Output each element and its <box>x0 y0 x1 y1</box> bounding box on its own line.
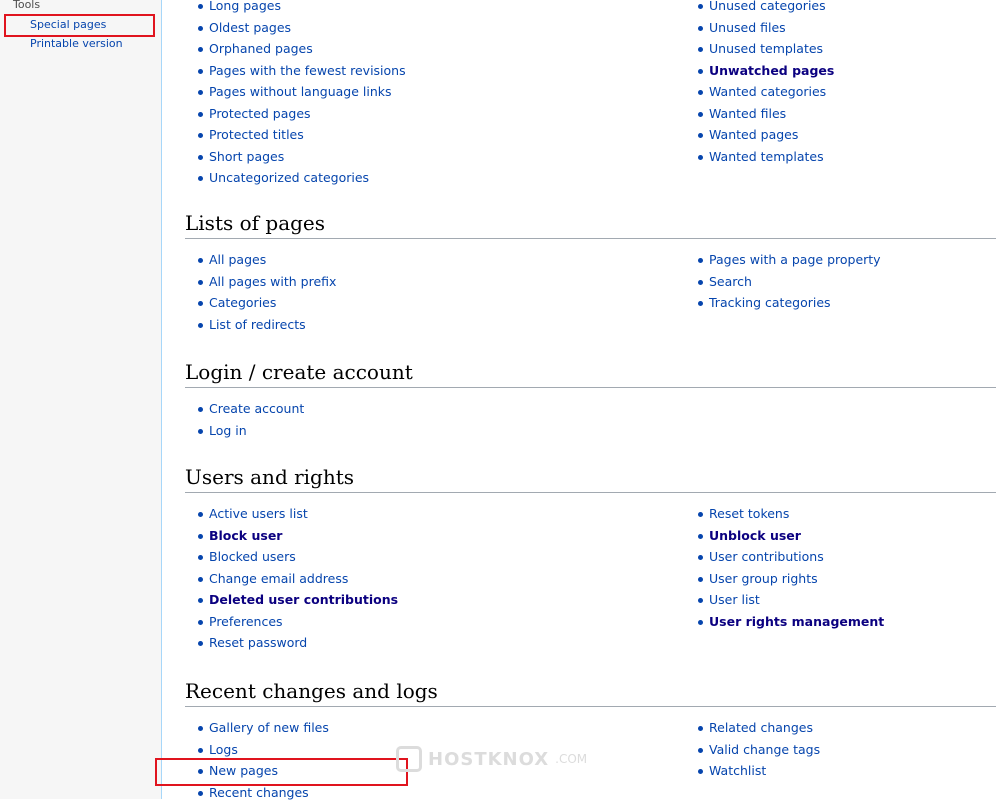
list-item <box>197 525 398 547</box>
list-item <box>697 38 834 60</box>
list-item <box>197 17 406 39</box>
list-item <box>697 717 820 739</box>
list-item <box>197 546 398 568</box>
list-item <box>197 568 398 590</box>
link-protected-titles[interactable]: Protected titles <box>209 127 304 142</box>
list-item <box>197 38 406 60</box>
link-unused-categories[interactable]: Unused categories <box>709 0 826 13</box>
tools-heading: Tools <box>13 0 40 11</box>
list-item <box>197 760 329 782</box>
recent-changes-right <box>697 717 820 782</box>
link-logs[interactable]: Logs <box>209 742 238 757</box>
link-preferences[interactable]: Preferences <box>209 614 283 629</box>
main-content <box>162 0 996 799</box>
link-wanted-categories[interactable]: Wanted categories <box>709 84 826 99</box>
list-item <box>697 249 881 271</box>
link-recent-changes[interactable]: Recent changes <box>209 785 309 800</box>
users-rights-right <box>697 503 884 632</box>
watermark-brand: HOSTKNOX <box>428 749 549 770</box>
link-tracking-categories[interactable]: Tracking categories <box>709 295 831 310</box>
list-item <box>197 60 406 82</box>
link-reset-tokens[interactable]: Reset tokens <box>709 506 789 521</box>
list-item <box>697 568 884 590</box>
link-reset-password[interactable]: Reset password <box>209 635 307 650</box>
users-rights-left <box>197 503 398 654</box>
link-block-user[interactable]: Block user <box>209 528 282 543</box>
list-item <box>197 167 406 189</box>
link-orphaned-pages[interactable]: Orphaned pages <box>209 41 313 56</box>
list-item <box>697 760 820 782</box>
list-item <box>697 103 834 125</box>
list-item <box>697 0 834 17</box>
link-new-pages[interactable]: New pages <box>209 763 278 778</box>
list-item <box>197 611 398 633</box>
link-short-pages[interactable]: Short pages <box>209 149 284 164</box>
link-uncategorized-categories[interactable]: Uncategorized categories <box>209 170 369 185</box>
section-heading-recent-changes: Recent changes and logs <box>185 679 996 707</box>
list-item <box>197 420 304 442</box>
watermark-suffix: .COM <box>555 752 587 766</box>
link-wanted-templates[interactable]: Wanted templates <box>709 149 824 164</box>
link-wanted-files[interactable]: Wanted files <box>709 106 786 121</box>
lists-of-pages-right <box>697 249 881 314</box>
sidebar-link-special-pages[interactable]: Special pages <box>30 18 106 31</box>
link-user-list[interactable]: User list <box>709 592 760 607</box>
link-active-users-list[interactable]: Active users list <box>209 506 308 521</box>
link-blocked-users[interactable]: Blocked users <box>209 549 296 564</box>
link-protected-pages[interactable]: Protected pages <box>209 106 311 121</box>
list-item <box>197 249 336 271</box>
list-item <box>697 146 834 168</box>
list-item <box>197 782 329 803</box>
link-oldest-pages[interactable]: Oldest pages <box>209 20 291 35</box>
list-item <box>197 717 329 739</box>
list-item <box>697 60 834 82</box>
section-heading-users-rights: Users and rights <box>185 465 996 493</box>
list-item <box>697 81 834 103</box>
list-item <box>197 589 398 611</box>
list-item <box>697 525 884 547</box>
list-item <box>197 739 329 761</box>
link-unblock-user[interactable]: Unblock user <box>709 528 801 543</box>
top-list-right <box>697 0 834 167</box>
list-item <box>197 632 398 654</box>
lists-of-pages-left <box>197 249 336 335</box>
link-log-in[interactable]: Log in <box>209 423 247 438</box>
recent-changes-left <box>197 717 329 803</box>
list-item <box>197 271 336 293</box>
sidebar <box>0 0 162 799</box>
list-item <box>697 611 884 633</box>
top-list-left <box>197 0 406 189</box>
link-fewest-revisions[interactable]: Pages with the fewest revisions <box>209 63 406 78</box>
link-without-language-links[interactable]: Pages without language links <box>209 84 392 99</box>
link-wanted-pages[interactable]: Wanted pages <box>709 127 798 142</box>
link-categories[interactable]: Categories <box>209 295 276 310</box>
list-item <box>697 546 884 568</box>
list-item <box>697 292 881 314</box>
list-item <box>197 503 398 525</box>
list-item <box>197 292 336 314</box>
link-create-account[interactable]: Create account <box>209 401 304 416</box>
link-all-pages[interactable]: All pages <box>209 252 266 267</box>
list-item <box>697 589 884 611</box>
list-item <box>697 739 820 761</box>
sidebar-link-printable-version[interactable]: Printable version <box>30 37 123 50</box>
list-item <box>197 398 304 420</box>
link-unwatched-pages[interactable]: Unwatched pages <box>709 63 834 78</box>
link-list-of-redirects[interactable]: List of redirects <box>209 317 306 332</box>
list-item <box>197 146 406 168</box>
login-left <box>197 398 304 441</box>
list-item <box>697 503 884 525</box>
link-pages-with-property[interactable]: Pages with a page property <box>709 252 881 267</box>
list-item <box>197 81 406 103</box>
list-item <box>697 17 834 39</box>
list-item <box>197 314 336 336</box>
list-item <box>697 124 834 146</box>
link-user-rights-management[interactable]: User rights management <box>709 614 884 629</box>
link-related-changes[interactable]: Related changes <box>709 720 813 735</box>
link-unused-templates[interactable]: Unused templates <box>709 41 823 56</box>
link-search[interactable]: Search <box>709 274 752 289</box>
link-deleted-user-contributions[interactable]: Deleted user contributions <box>209 592 398 607</box>
list-item <box>697 271 881 293</box>
list-item <box>197 124 406 146</box>
list-item <box>197 103 406 125</box>
link-unused-files[interactable]: Unused files <box>709 20 786 35</box>
link-all-pages-with-prefix[interactable]: All pages with prefix <box>209 274 336 289</box>
section-heading-login: Login / create account <box>185 360 996 388</box>
link-valid-change-tags[interactable]: Valid change tags <box>709 742 820 757</box>
link-user-contributions[interactable]: User contributions <box>709 549 824 564</box>
list-item <box>197 0 406 17</box>
link-user-group-rights[interactable]: User group rights <box>709 571 818 586</box>
link-long-pages[interactable]: Long pages <box>209 0 281 13</box>
link-watchlist[interactable]: Watchlist <box>709 763 766 778</box>
link-change-email[interactable]: Change email address <box>209 571 348 586</box>
link-gallery-new-files[interactable]: Gallery of new files <box>209 720 329 735</box>
section-heading-lists-of-pages: Lists of pages <box>185 211 996 239</box>
